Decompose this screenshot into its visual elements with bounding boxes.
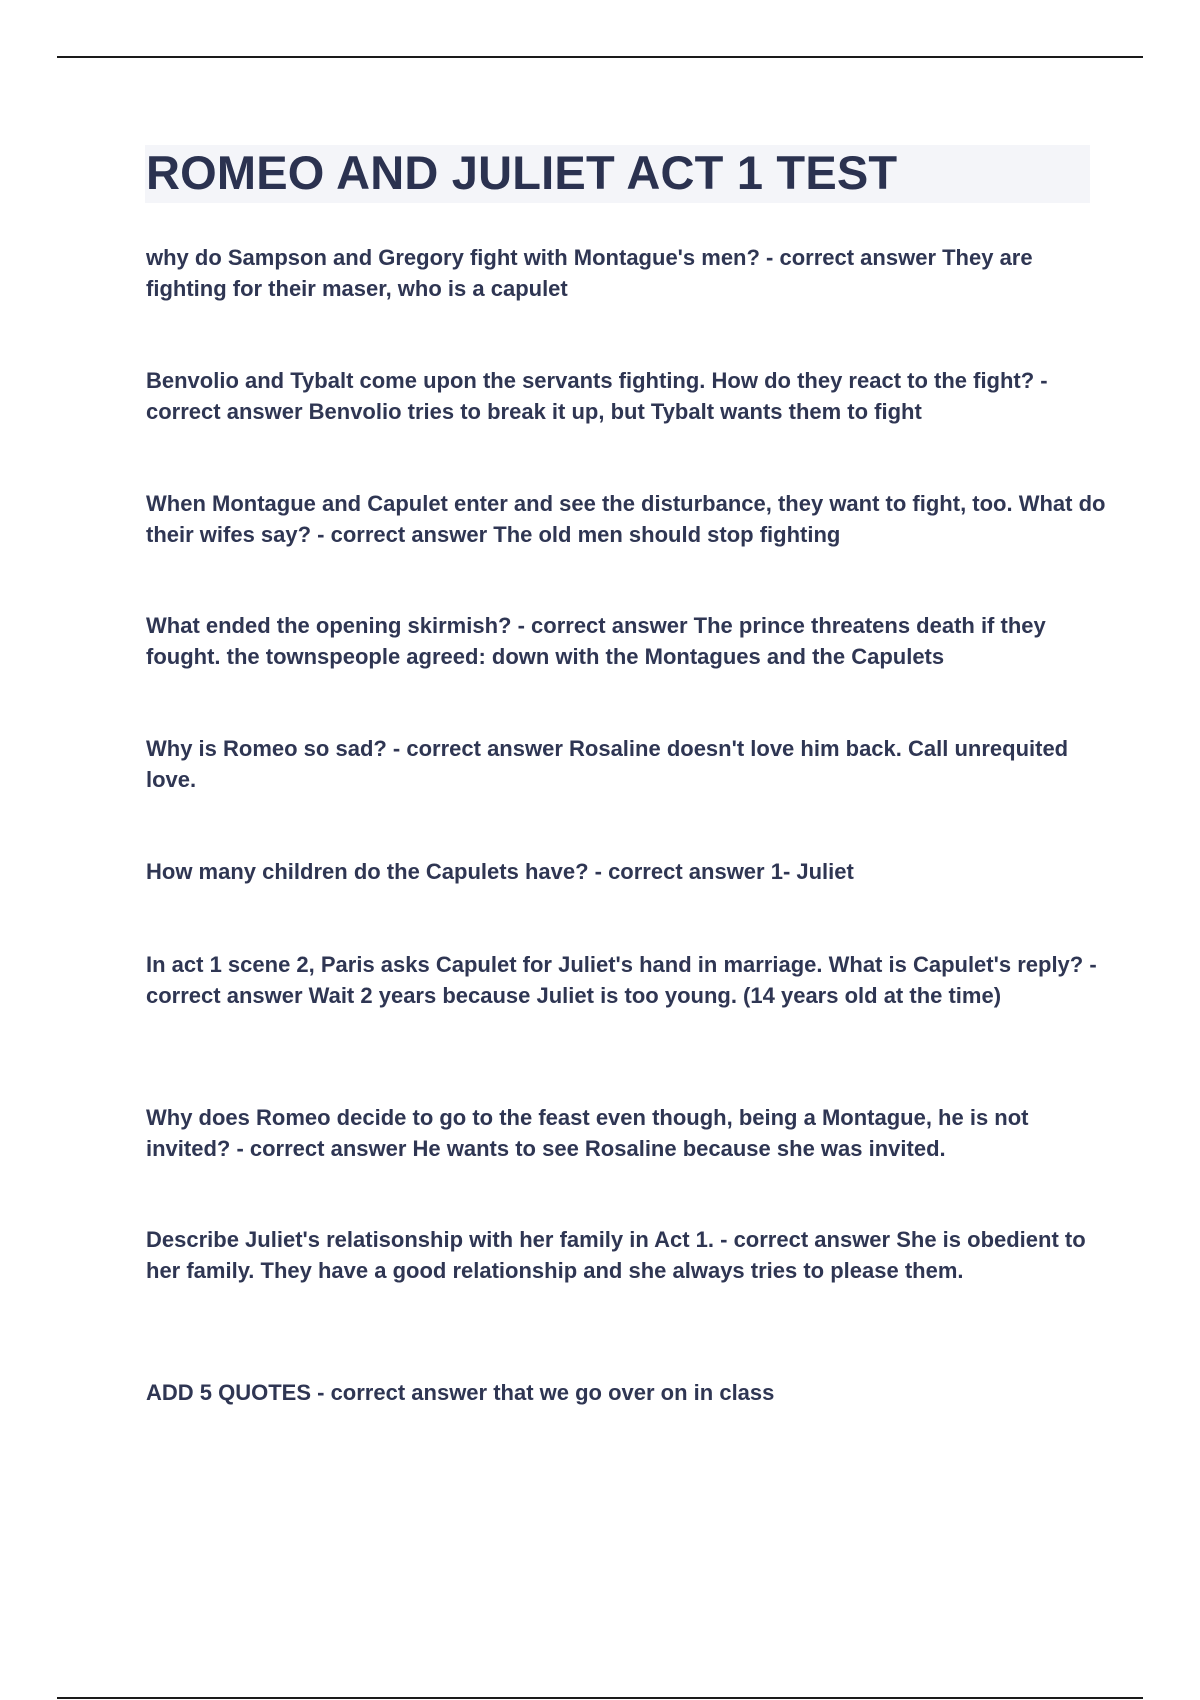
bottom-rule [57,1697,1143,1699]
qa-item-7: In act 1 scene 2, Paris asks Capulet for Juliet's hand in marriage. What is Capulet's reply? - correct answer Wait 2 years because Juliet is too young. (14 years old at the time) [146,952,1097,1008]
qa-item-5: Why is Romeo so sad? - correct answer Rosaline doesn't love him back. Call unrequited love. [146,736,1069,792]
qa-item-2: Benvolio and Tybalt come upon the servants fighting. How do they react to the fight? - correct answer Benvolio tries to break it up, but Tybalt wants them to fight [146,368,1048,424]
page-title: ROMEO AND JULIET ACT 1 TEST [146,146,898,199]
top-rule [57,56,1143,58]
qa-item-1: why do Sampson and Gregory fight with Montague's men? - correct answer They are fighting for their maser, who is a capulet [146,245,1033,301]
qa-item-4: What ended the opening skirmish? - correct answer The prince threatens death if they fought. the townspeople agreed: down with the Montagues and the Capulets [146,613,1046,669]
qa-item-8: Why does Romeo decide to go to the feast even though, being a Montague, he is not invited? - correct answer He wants to see Rosaline because she was invited. [146,1105,1029,1161]
qa-item-10: ADD 5 QUOTES - correct answer that we go over on in class [146,1380,775,1405]
qa-item-9: Describe Juliet's relatisonship with her family in Act 1. - correct answer She is obedient to her family. They have a good relationship and she always tries to please them. [146,1227,1086,1283]
qa-item-6: How many children do the Capulets have? - correct answer 1- Juliet [146,859,854,884]
qa-item-3: When Montague and Capulet enter and see the disturbance, they want to fight, too. What do their wifes say? - correct answer The old men should stop fighting [146,491,1106,547]
